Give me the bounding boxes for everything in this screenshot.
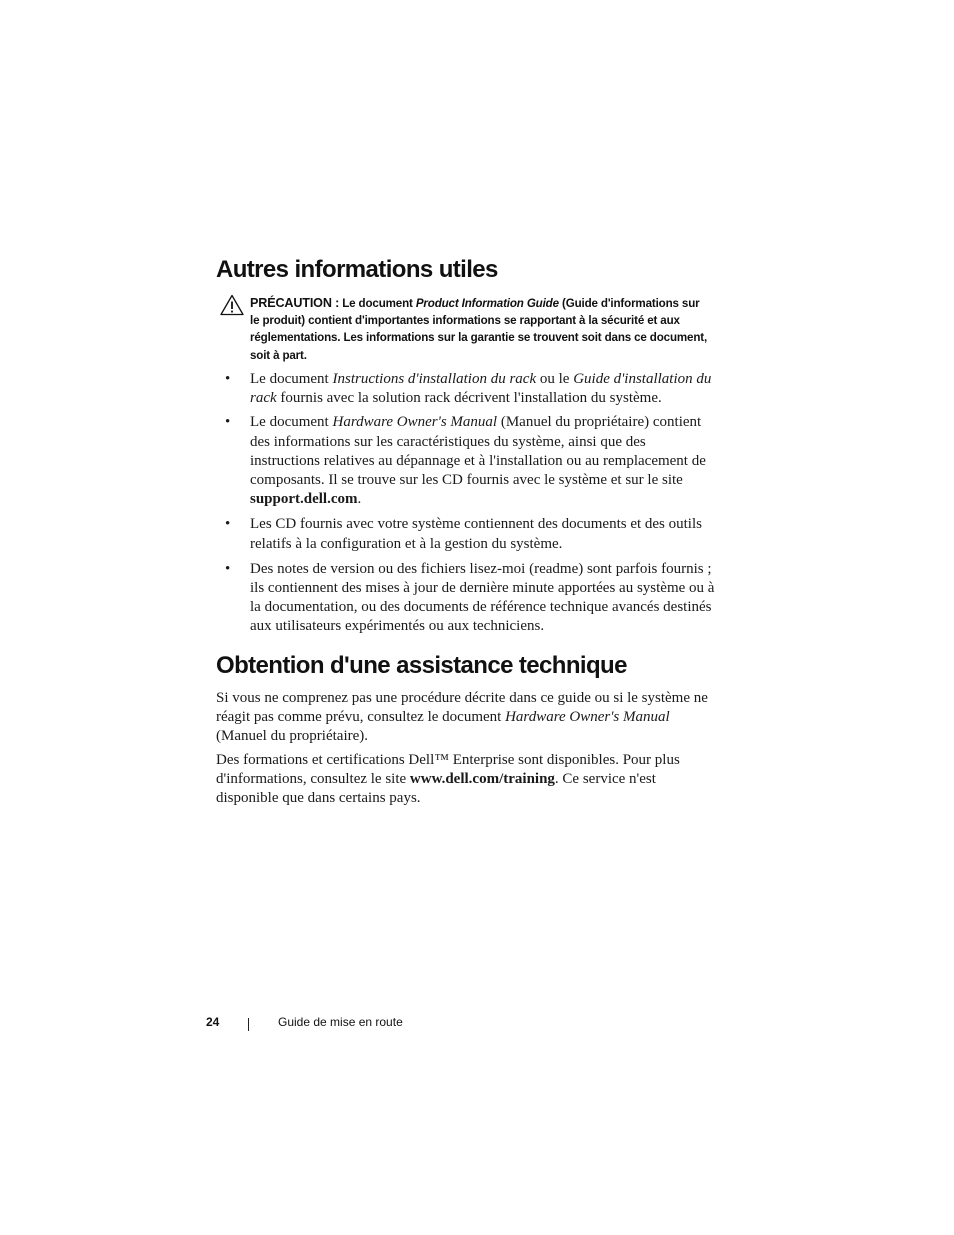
footer-doc-title: Guide de mise en route (278, 1015, 403, 1029)
support-link[interactable]: support.dell.com (250, 491, 358, 508)
doc-title: Instructions d'installation du rack (332, 371, 537, 387)
list-item-text: Des notes de version ou des fichiers lisez-moi (readme) sont parfois fournis ; ils contiennent des mises à jour de dernière minute apportées au système ou à la documentation, ou des documents de référence technique avancés destinés aux utilisateurs expérimentés ou aux techniciens. (250, 560, 715, 635)
paragraph-text: Si vous ne comprenez pas une procédure décrite dans ce guide ou si le système ne réagit pas comme prévu, consultez le document (216, 690, 708, 726)
list-item-text: Les CD fournis avec votre système contiennent des documents et des outils relatifs à la configuration et à la gestion du système. (250, 516, 702, 552)
list-item (216, 560, 716, 637)
list-item (216, 515, 716, 553)
bullet-icon: • (225, 560, 231, 577)
caution-text-part: (Guide d'informations sur le produit) contient d'importantes informations se rapportant à la sécurité et aux réglementations. Les informations sur la garantie se trouvent soit dans ce document, soit à part. (250, 297, 708, 362)
section-title-autres-informations: Autres informations utiles (216, 256, 498, 283)
doc-title: Hardware Owner's Manual (332, 414, 498, 431)
paragraph-assistance (216, 689, 716, 747)
list-item (216, 413, 716, 509)
caution-text (250, 295, 710, 364)
list-item-text: Le document (250, 414, 329, 431)
paragraph-training (216, 751, 716, 809)
caution-text-part: Le document (342, 297, 413, 310)
caution-label: PRÉCAUTION : (250, 296, 340, 310)
paragraph-text: . Ce service n'est disponible que dans certains pays. (216, 771, 656, 807)
page-number: 24 (206, 1015, 220, 1029)
footer-divider (248, 1018, 249, 1031)
list-item-text: (Manuel du propriétaire) contient des informations sur les caractéristiques du système, ainsi que des instructions relatives au dépannage et à l'installation ou au remplacement de composants. Il se trouve sur les CD fournis avec le système et sur le site (250, 414, 706, 489)
list-item-text: fournis avec la solution rack décrivent l'installation du système. (280, 390, 662, 407)
list-item-text: . (357, 491, 362, 508)
bullet-icon: • (225, 414, 231, 431)
warning-triangle-icon (220, 294, 244, 316)
page-footer (206, 1015, 606, 1035)
list-item-text: ou le (539, 371, 570, 387)
caution-doc-title: Product Information Guide (415, 297, 559, 310)
paragraph-text: (Manuel du propriétaire). (216, 728, 369, 745)
doc-title: Guide d'installation du rack (250, 371, 712, 407)
bullet-icon: • (225, 371, 231, 387)
list-item-text: Le document (250, 371, 329, 387)
bullet-icon: • (225, 516, 231, 533)
section-title-assistance-technique: Obtention d'une assistance technique (216, 652, 627, 679)
list-item (216, 370, 716, 408)
doc-title: Hardware Owner's Manual (505, 709, 670, 726)
paragraph-text: Des formations et certifications Dell™ Enterprise sont disponibles. Pour plus d'informations, consultez le site (216, 752, 680, 788)
training-link[interactable]: www.dell.com/training (409, 771, 555, 788)
resources-list (216, 370, 716, 642)
